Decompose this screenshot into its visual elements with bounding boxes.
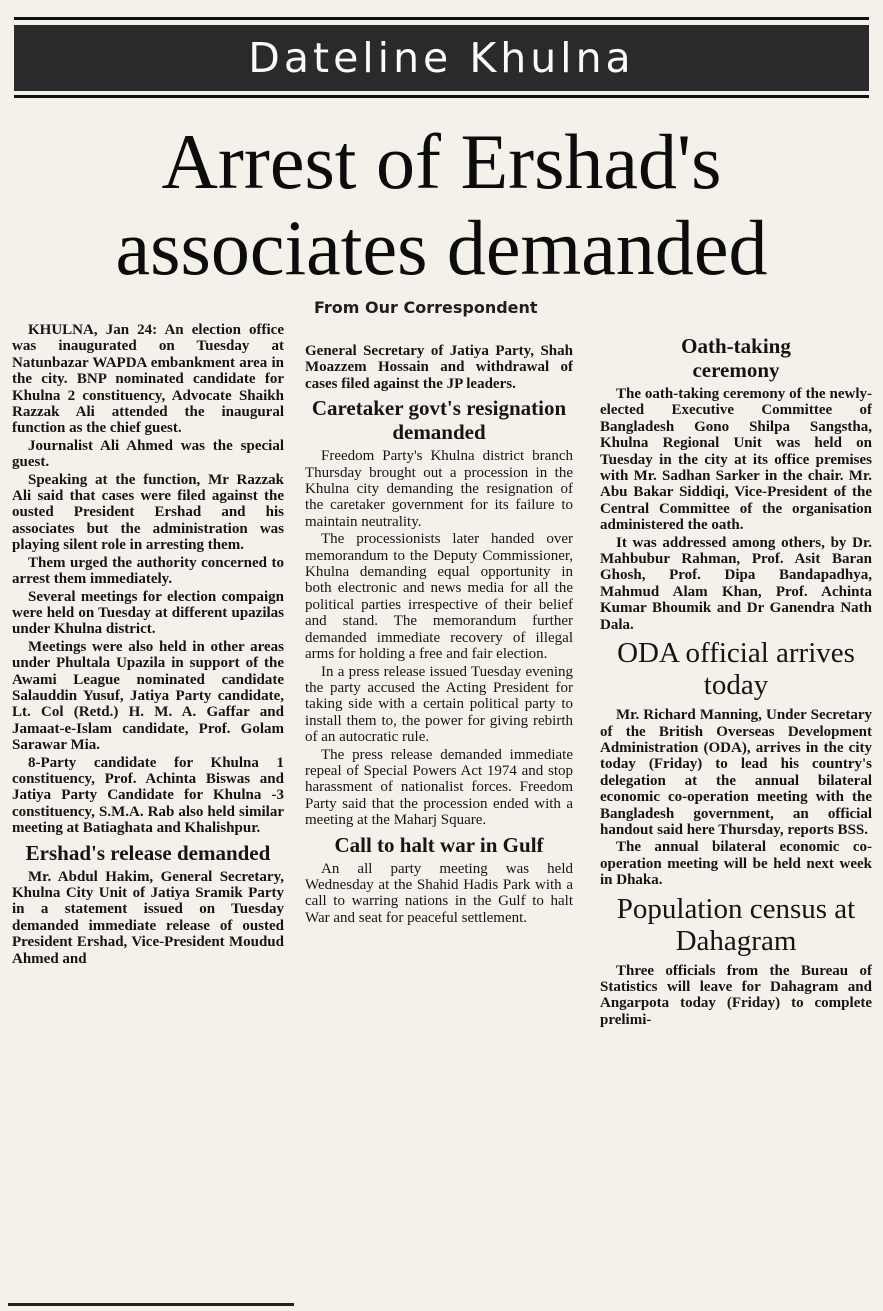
subhead-oda-official: ODA official arrives today bbox=[617, 637, 855, 702]
section-banner: Dateline Khulna bbox=[14, 25, 869, 91]
top-rule bbox=[14, 17, 869, 20]
subhead-oath-taking: Oath-taking ceremony bbox=[681, 334, 791, 382]
byline: From Our Correspondent bbox=[314, 298, 538, 317]
col1-paragraph-2: Journalist Ali Ahmed was the special guest. bbox=[12, 437, 284, 471]
column-1 bbox=[12, 322, 284, 1302]
col2-paragraph-3: The processionists later handed over memorandum to the Deputy Commissioner, Khulna demanding equal opportunity in both electronic and news media for all the political parties irrespective of their belief and stand. The memorandum further demanded immediate recovery of illegal arms for holding a free and fair election. bbox=[305, 531, 573, 663]
column-3 bbox=[600, 330, 872, 1303]
headline-line-2: associates demanded bbox=[115, 204, 768, 291]
subhead-population-census: Population census at Dahagram bbox=[616, 892, 856, 957]
subhead-caretaker-resignation: Caretaker govt's resignation demanded bbox=[311, 396, 567, 445]
subhead-gulf-war: Call to halt war in Gulf bbox=[334, 832, 544, 857]
col2-paragraph-5: The press release demanded immediate repeal of Special Powers Act 1974 and stop harassment of nationalist forces. Freedom Party said that the procession ended with a meeting at the Maharj Square. bbox=[305, 746, 573, 829]
col1-paragraph-5: Several meetings for election compaign were held on Tuesday at different upazilas under Khulna district. bbox=[12, 588, 284, 638]
col3-paragraph-1: The oath-taking ceremony of the newly-elected Executive Committee of Bangladesh Gono Shilpa Sangstha, Khulna Regional Unit was held on Tuesday in the city at its office premises with Mr. Sadhan Sarker in the chair. Mr. Abu Bakar Siddiqi, Vice-President of the Central Committee of the organisation administered the oath. bbox=[600, 386, 872, 534]
column-2 bbox=[305, 343, 573, 1303]
col2-paragraph-1: General Secretary of Jatiya Party, Shah Moazzem Hossain and withdrawal of cases filed against the JP leaders. bbox=[305, 343, 573, 392]
col3-paragraph-2: It was addressed among others, by Dr. Mahbubur Rahman, Prof. Asit Baran Ghosh, Prof. Dipa Bandapadhya, Mahmud Alam Khan, Prof. Achinta Kumar Bhoumik and Dr Ganendra Nath Dala. bbox=[600, 534, 872, 633]
banner-bottom-rule bbox=[14, 95, 869, 98]
headline-line-1: Arrest of Ershad's bbox=[161, 118, 722, 205]
col2-paragraph-2: Freedom Party's Khulna district branch Thursday brought out a procession in the Khulna city demanding the resignation of the caretaker government for its failure to maintain neutrality. bbox=[305, 448, 573, 530]
subhead-ershad-release: Ershad's release demanded bbox=[25, 840, 271, 865]
col1-paragraph-6: Meetings were also held in other areas under Phultala Upazila in support of the Awami League nominated candidate Salauddin Yusuf, Jatiya Party candidate, Lt. Col (Retd.) H. M. A. Gaffar and Jamaat-e-Islam candidate, Prof. Golam Sarawar Mia. bbox=[12, 638, 284, 754]
col2-paragraph-4: In a press release issued Tuesday evening the party accused the Acting President for taking side with a certain political party to install them to, the power for giving rebirth of an autocratic rule. bbox=[305, 663, 573, 746]
col1-paragraph-4: Them urged the authority concerned to arrest them immediately. bbox=[12, 554, 284, 588]
col3-paragraph-5: Three officials from the Bureau of Statistics will leave for Dahagram and Angarpota today (Friday) to complete prelimi- bbox=[600, 962, 872, 1028]
col3-paragraph-3: Mr. Richard Manning, Under Secretary of the British Overseas Development Administration (ODA), arrives in the city today (Friday) to lead his country's delegation at the annual bilateral economic co-operation meeting with the Bangladesh government, an official handout said here Thursday, reports BSS. bbox=[600, 707, 872, 838]
col1-paragraph-7: 8-Party candidate for Khulna 1 constituency, Prof. Achinta Biswas and Jatiya Party Candidate for Khulna -3 constituency, S.M.A. Rab also held similar meeting at Batiaghata and Khalishpur. bbox=[12, 754, 284, 837]
col1-paragraph-3: Speaking at the function, Mr Razzak Ali said that cases were filed against the ousted President Ershad and his associates but the administration was playing silent role in arresting them. bbox=[12, 471, 284, 554]
col1-paragraph-1: KHULNA, Jan 24: An election office was inaugurated on Tuesday at Natunbazar WAPDA embankment area in the city. BNP nominated candidate for Khulna 2 constituency, Advocate Shaikh Razzak Ali attended the inaugural function as the chief guest. bbox=[12, 322, 284, 437]
col1-paragraph-8: Mr. Abdul Hakim, General Secretary, Khulna City Unit of Jatiya Sramik Party in a statement issued on Tuesday demanded immediate release of ousted President Ershad, Vice-President Moudud Ahmed and bbox=[12, 868, 284, 967]
col3-paragraph-4: The annual bilateral economic co-operation meeting will be held next week in Dhaka. bbox=[600, 839, 872, 889]
bottom-divider bbox=[8, 1303, 294, 1306]
col2-paragraph-6: An all party meeting was held Wednesday at the Shahid Hadis Park with a call to warring nations in the Gulf to halt War and seat for peaceful settlement. bbox=[305, 860, 573, 926]
